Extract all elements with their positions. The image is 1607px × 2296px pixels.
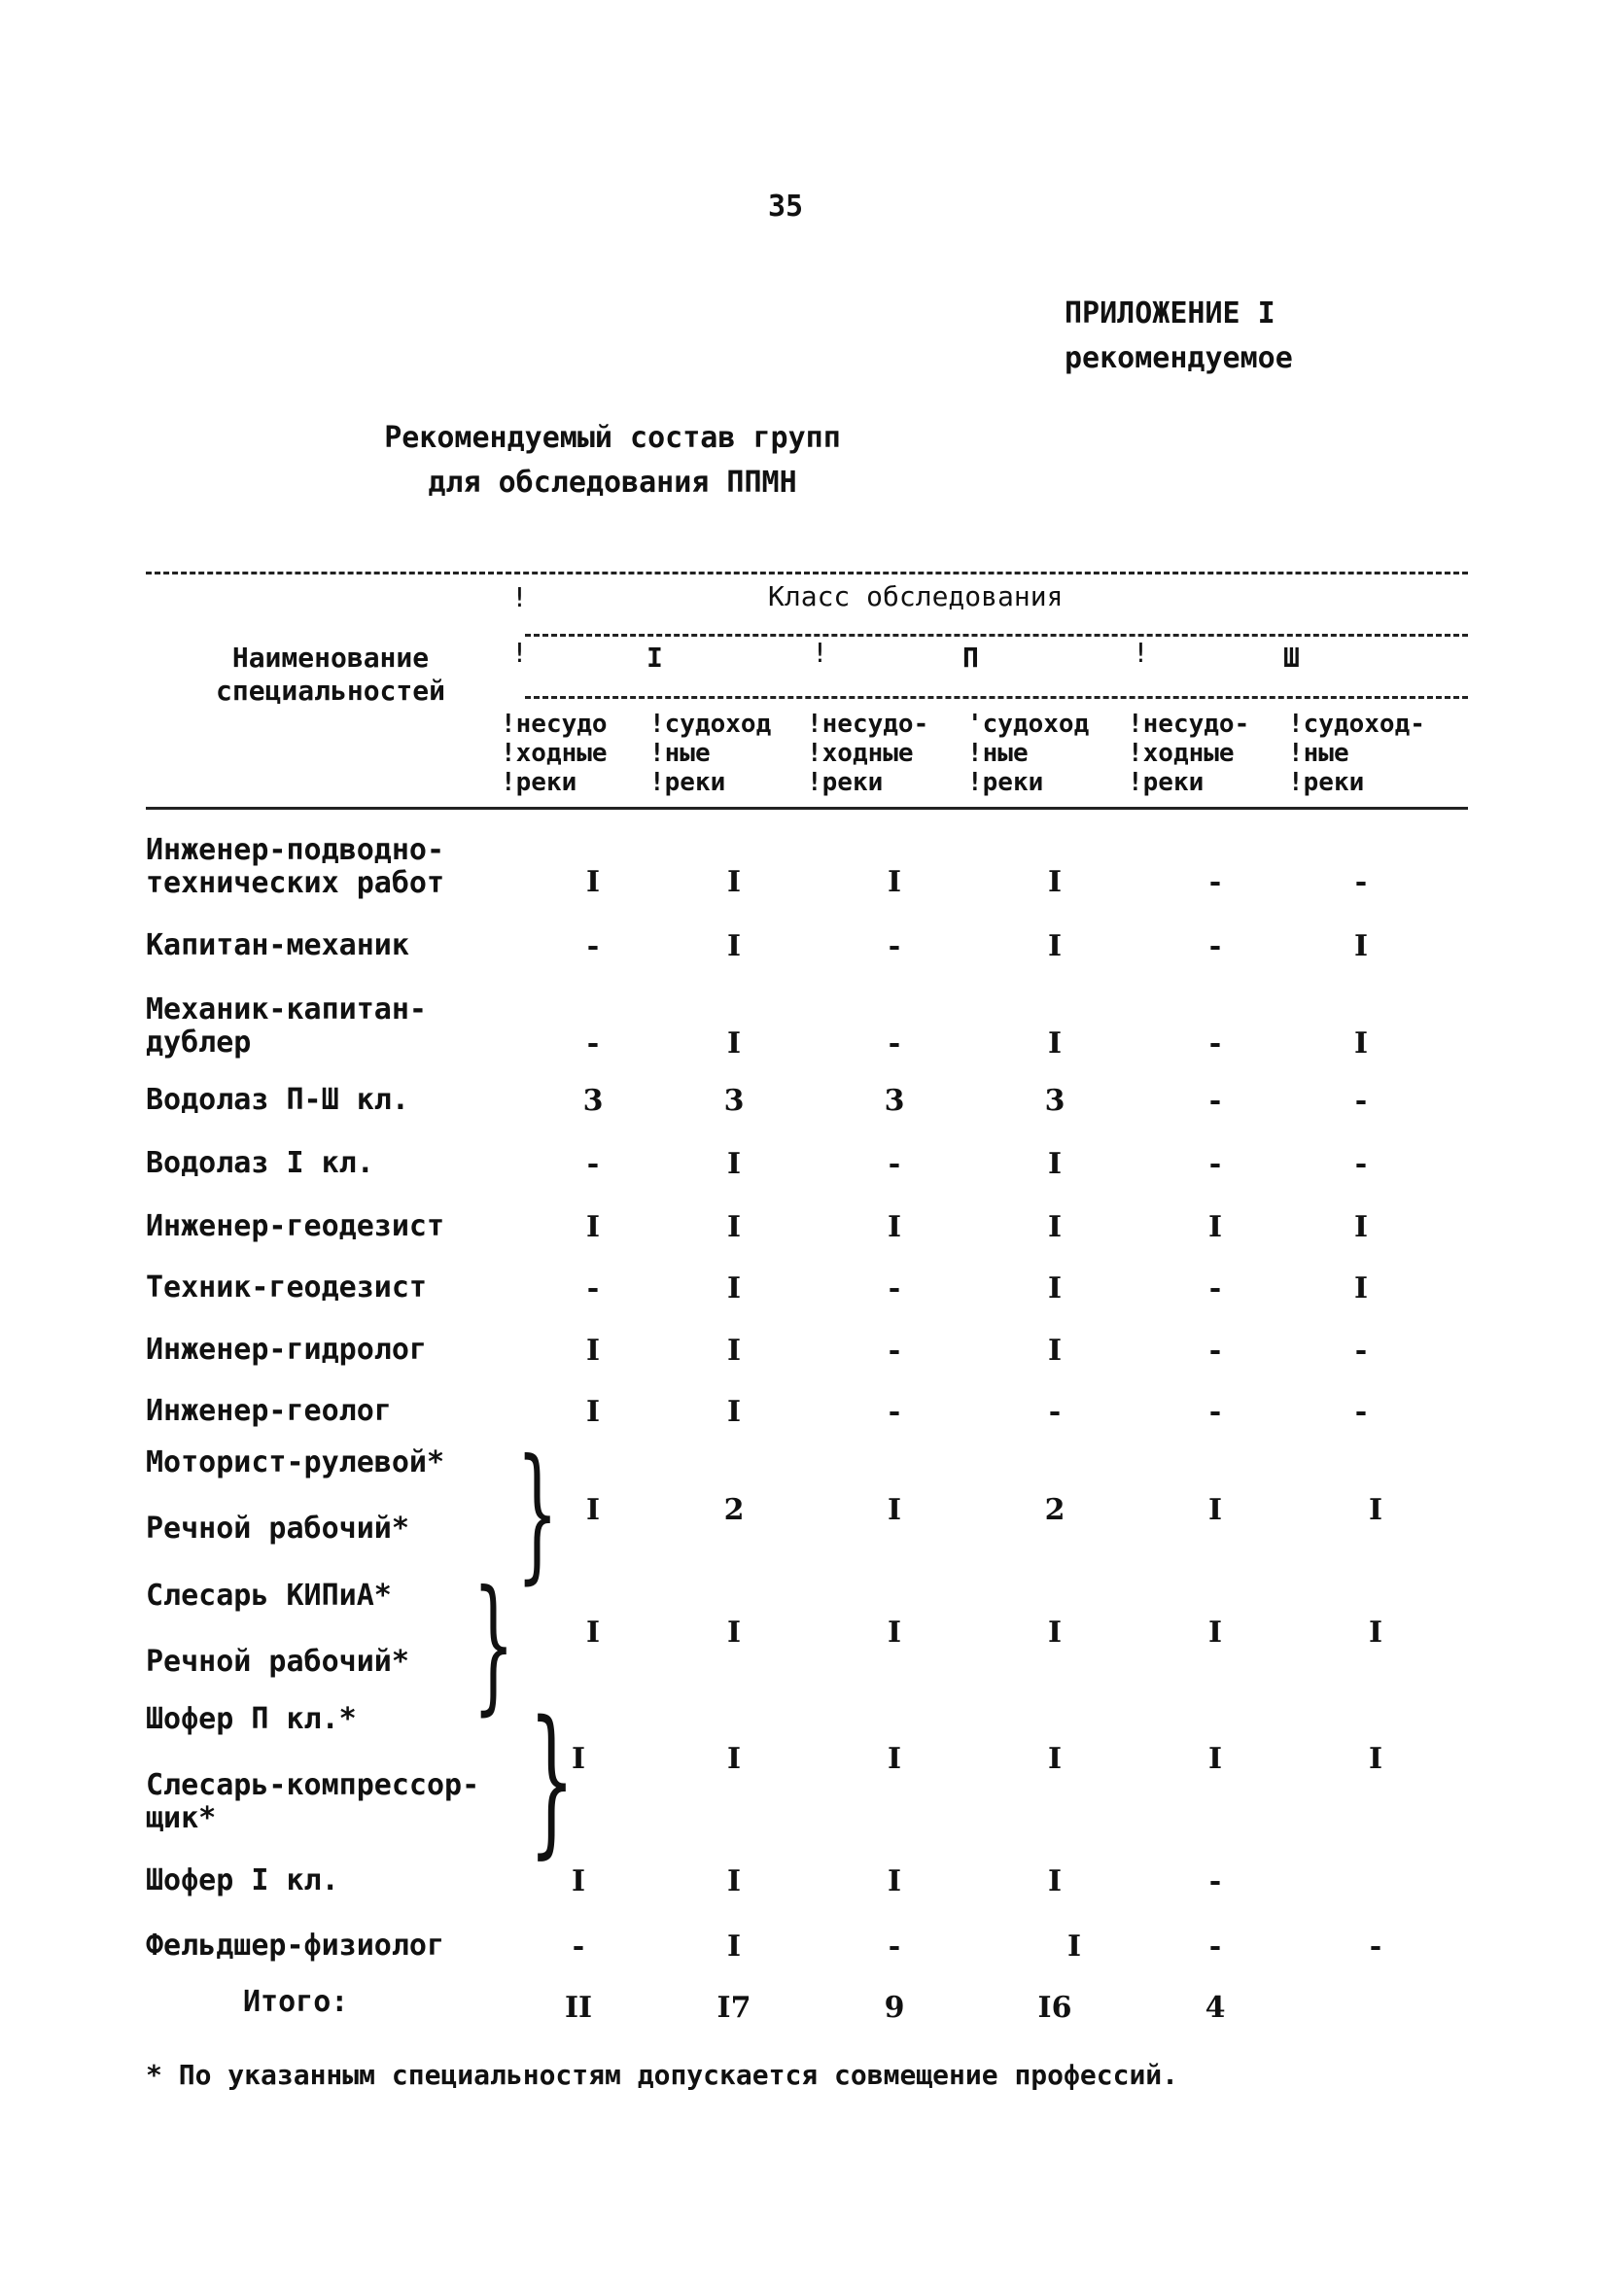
cell: I (1066, 1930, 1082, 1964)
cell: I (1047, 1742, 1063, 1776)
cell: 2 (1044, 1493, 1066, 1527)
row-name: Моторист-рулевой* Речной рабочий* (146, 1445, 445, 1546)
cell: I (726, 1271, 742, 1305)
subcol-4: 'судоход !ные !реки (967, 710, 1090, 797)
row-name: Слесарь КИПиА* Речной рабочий* (146, 1579, 409, 1679)
appendix-label (1065, 292, 1293, 381)
cell: - (586, 1147, 600, 1181)
cell: - (888, 1147, 901, 1181)
cell: 3 (723, 1084, 745, 1118)
appendix-line2: рекомендуемое (1065, 341, 1293, 375)
cell: I (1207, 1616, 1223, 1650)
class-ii: П (962, 642, 979, 674)
appendix-line1: ПРИЛОЖЕНИЕ I (1065, 296, 1275, 330)
cell: I (585, 1395, 601, 1429)
title-line1: Рекомендуемый состав групп (384, 421, 841, 455)
cell: I (1047, 1334, 1063, 1368)
cell: I (887, 1742, 902, 1776)
row-name: Водолаз I кл. (146, 1146, 374, 1180)
row-name: Водолаз П-Ш кл. (146, 1083, 409, 1117)
cell: I (571, 1742, 586, 1776)
cell: I (585, 1616, 601, 1650)
cell: - (1354, 1147, 1368, 1181)
cell: I (726, 1864, 742, 1898)
cell: - (1048, 1395, 1062, 1429)
row-name: Инженер-геолог (146, 1394, 392, 1428)
subclass-rule (525, 696, 1468, 699)
header-separator: ! (812, 637, 828, 669)
page-number: 35 (768, 190, 804, 224)
cell: - (1208, 1395, 1222, 1429)
cell: I (571, 1864, 586, 1898)
cell: - (1354, 1395, 1368, 1429)
column-name-header-line2: специальностей (215, 675, 445, 707)
row-name: Инженер-геодезист (146, 1209, 445, 1243)
group-brace: } (528, 1687, 576, 1873)
header-bottom-rule (146, 807, 1468, 810)
cell: - (1208, 1147, 1222, 1181)
subcol-1: !несудо !ходные !реки (501, 710, 608, 797)
header-separator: ! (1133, 637, 1149, 669)
cell: I (1353, 1271, 1369, 1305)
row-name: Механик-капитан- дублер (146, 992, 427, 1060)
cell: I (585, 1210, 601, 1244)
cell: I (1047, 1210, 1063, 1244)
cell: - (888, 929, 901, 963)
cell: I (1047, 1616, 1063, 1650)
cell: I (1047, 1271, 1063, 1305)
cell: I (887, 1616, 902, 1650)
cell: - (888, 1930, 901, 1964)
subcol-2: !судоход !ные !реки (649, 710, 772, 797)
cell: - (1369, 1930, 1382, 1964)
row-name: Капитан-механик (146, 928, 409, 962)
table-top-rule (146, 572, 1468, 574)
group-brace: } (516, 1429, 559, 1598)
cell: - (586, 1271, 600, 1305)
cell: I (726, 1210, 742, 1244)
cell: I (887, 1210, 902, 1244)
total-cell: 4 (1205, 1991, 1226, 2025)
cell: - (1354, 865, 1368, 899)
cell: I (726, 1147, 742, 1181)
cell: I (1207, 1742, 1223, 1776)
cell: I (726, 1395, 742, 1429)
total-cell: II (564, 1991, 593, 2025)
cell: I (1207, 1210, 1223, 1244)
cell: 2 (723, 1493, 745, 1527)
cell: - (1208, 1271, 1222, 1305)
cell: I (887, 1864, 902, 1898)
cell: I (585, 1334, 601, 1368)
header-separator: ! (511, 581, 528, 613)
total-cell: I6 (1037, 1991, 1072, 2025)
cell: I (1047, 865, 1063, 899)
total-cell: I7 (716, 1991, 751, 2025)
cell: I (1047, 929, 1063, 963)
row-name: Инженер-гидролог (146, 1333, 427, 1367)
cell: - (1208, 1084, 1222, 1118)
cell: I (1047, 1026, 1063, 1061)
cell: I (1047, 1864, 1063, 1898)
total-cell: 9 (884, 1991, 905, 2025)
cell: - (1208, 1334, 1222, 1368)
cell: - (888, 1026, 901, 1061)
cell: - (1208, 1864, 1222, 1898)
cell: - (1208, 929, 1222, 963)
cell: I (1368, 1493, 1383, 1527)
subcol-6: !судоход- !ные !реки (1288, 710, 1425, 797)
subcol-5: !несудо- !ходные !реки (1128, 710, 1250, 797)
cell: I (726, 865, 742, 899)
header-separator: ! (511, 637, 528, 669)
cell: I (585, 865, 601, 899)
cell: I (726, 929, 742, 963)
row-name: Шофер П кл.* Слесарь-компрессор- щик* (146, 1702, 480, 1835)
subcol-3: !несудо- !ходные !реки (807, 710, 929, 797)
cell: I (887, 1493, 902, 1527)
cell: I (1207, 1493, 1223, 1527)
cell: I (1353, 1210, 1369, 1244)
cell: I (726, 1742, 742, 1776)
class-header: Класс обследования (768, 580, 1064, 612)
document-title (340, 416, 885, 505)
cell: - (1208, 1930, 1222, 1964)
cell: I (726, 1616, 742, 1650)
footnote: * По указанным специальностям допускается совмещение профессий. (146, 2059, 1179, 2091)
total-label: Итого: (243, 1985, 349, 2019)
cell: - (586, 1026, 600, 1061)
cell: - (1208, 1026, 1222, 1061)
cell: I (726, 1026, 742, 1061)
cell: - (1354, 1084, 1368, 1118)
class-iii: Ш (1283, 642, 1300, 674)
cell: 3 (1044, 1084, 1066, 1118)
cell: I (1353, 1026, 1369, 1061)
cell: - (586, 929, 600, 963)
column-name-header-line1: Наименование (231, 642, 430, 674)
row-name: Фельдшер-физиолог (146, 1929, 445, 1963)
cell: I (726, 1334, 742, 1368)
cell: I (1353, 929, 1369, 963)
cell: I (1368, 1616, 1383, 1650)
cell: - (1354, 1334, 1368, 1368)
cell: I (585, 1493, 601, 1527)
cell: - (1208, 865, 1222, 899)
cell: - (888, 1271, 901, 1305)
cell: 3 (582, 1084, 604, 1118)
class-rule (525, 634, 1468, 637)
cell: I (1047, 1147, 1063, 1181)
group-brace: } (472, 1560, 515, 1729)
row-name: Шофер I кл. (146, 1863, 339, 1897)
cell: - (888, 1334, 901, 1368)
row-name: Инженер-подводно- технических работ (146, 833, 445, 900)
cell: I (1368, 1742, 1383, 1776)
row-name: Техник-геодезист (146, 1270, 427, 1305)
cell: - (572, 1930, 585, 1964)
cell: I (726, 1930, 742, 1964)
cell: 3 (884, 1084, 905, 1118)
cell: - (888, 1395, 901, 1429)
title-line2: для обследования ППМН (428, 466, 797, 500)
column-name-header (185, 642, 476, 708)
class-i: I (646, 642, 663, 674)
cell: I (887, 865, 902, 899)
